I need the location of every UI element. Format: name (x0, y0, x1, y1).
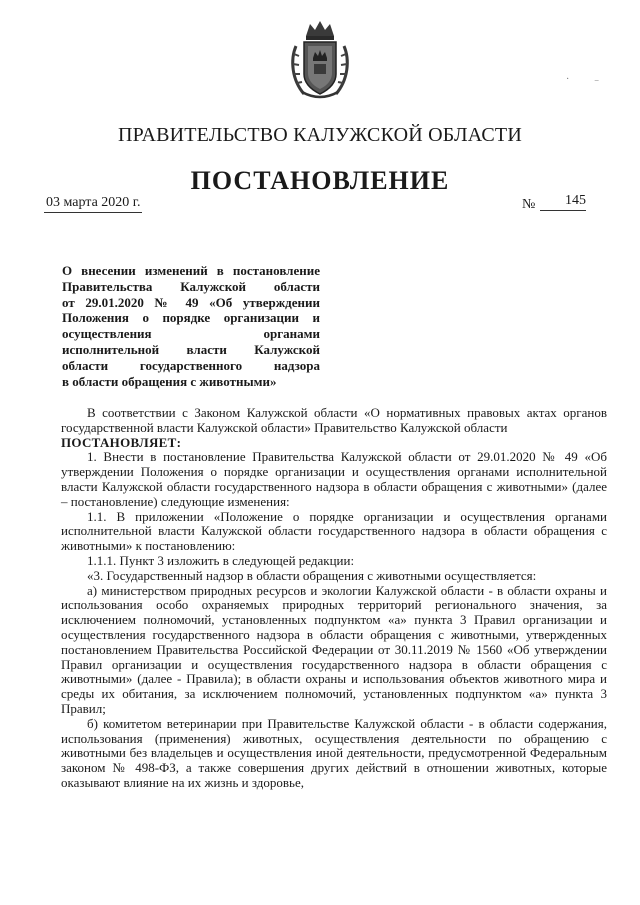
coat-of-arms-icon (288, 18, 352, 100)
body-paragraph: 1.1. В приложении «Положение о порядке организации и осуществления органами исполнительной власти Калужской области государственного надзора в области обращения с животными» к постановлению: (61, 508, 607, 554)
document-date: 03 марта 2020 г. (44, 195, 142, 213)
document-number-label: № (522, 197, 536, 212)
body-paragraph: «3. Государственный надзор в области обращения с животными осуществляется: (87, 567, 537, 583)
subject-line: Правительства Калужской области (62, 278, 320, 294)
body-paragraph: б) комитетом ветеринарии при Правительстве Калужской области - в области содержания, использования (применения) животных, осуществления деятельности по обращению с животными без владельцев и осуществления иной деятельности, предусмотренной Федеральным законом № 498-ФЗ, а также совершения других действий в отношении животных, которые оказывают влияние на их жизнь и здоровье, (61, 715, 607, 790)
subject-line: области государственного надзора (62, 357, 320, 373)
body-paragraph: а) министерством природных ресурсов и экологии Калужской области - в области охраны и использования особо охраняемых природных территорий регионального значения, за исключением полномочий, установленных подпунктом «а» пункта 3 Правил организации и осуществления государственного надзора в области обращения с животными, утвержденных постановлением Правительства Российской Федерации от 30.11.2019 № 1560 «Об утверждении Правил организации и осуществления государственного надзора в области обращения с животными» (далее - Правила); в области охраны и использования объектов животного мира и среды их обитания, за исключением полномочий, установленных подпунктом «а» пункта 3 Правил; (61, 582, 607, 716)
subject-line: Положения о порядке организации и (62, 310, 320, 326)
document-type-heading: ПОСТАНОВЛЕНИЕ (190, 166, 450, 195)
document-body (61, 406, 607, 791)
document-subject (62, 263, 320, 389)
subject-line: исполнительной власти Калужской (62, 341, 320, 357)
organization-title: ПРАВИТЕЛЬСТВО КАЛУЖСКОЙ ОБЛАСТИ (118, 124, 522, 146)
body-paragraph: 1. Внести в постановление Правительства Калужской области от 29.01.2020 № 49 «Об утверждении Положения о порядке организации и осуществления органами исполнительной власти Калужской области государственного надзора в области обращения с животными» (далее – постановление) следующие изменения: (61, 449, 607, 509)
subject-line: осуществления органами (62, 326, 320, 342)
body-paragraph: 1.1.1. Пункт 3 изложить в следующей редакции: (87, 552, 355, 568)
scan-speck: · (566, 74, 570, 85)
subject-line: в области обращения с животными» (62, 373, 277, 389)
scan-speck: ⁻ (594, 78, 600, 89)
subject-line: от 29.01.2020 № 49 «Об утверждении (62, 294, 320, 310)
document-number: 145 (540, 193, 586, 211)
preamble-paragraph: В соответствии с Законом Калужской области «О нормативных правовых актах органов государственной власти Калужской области» Правительство Калужской области (61, 405, 607, 435)
resolves-heading: ПОСТАНОВЛЯЕТ: (61, 434, 182, 450)
subject-line: О внесении изменений в постановление (62, 263, 320, 278)
